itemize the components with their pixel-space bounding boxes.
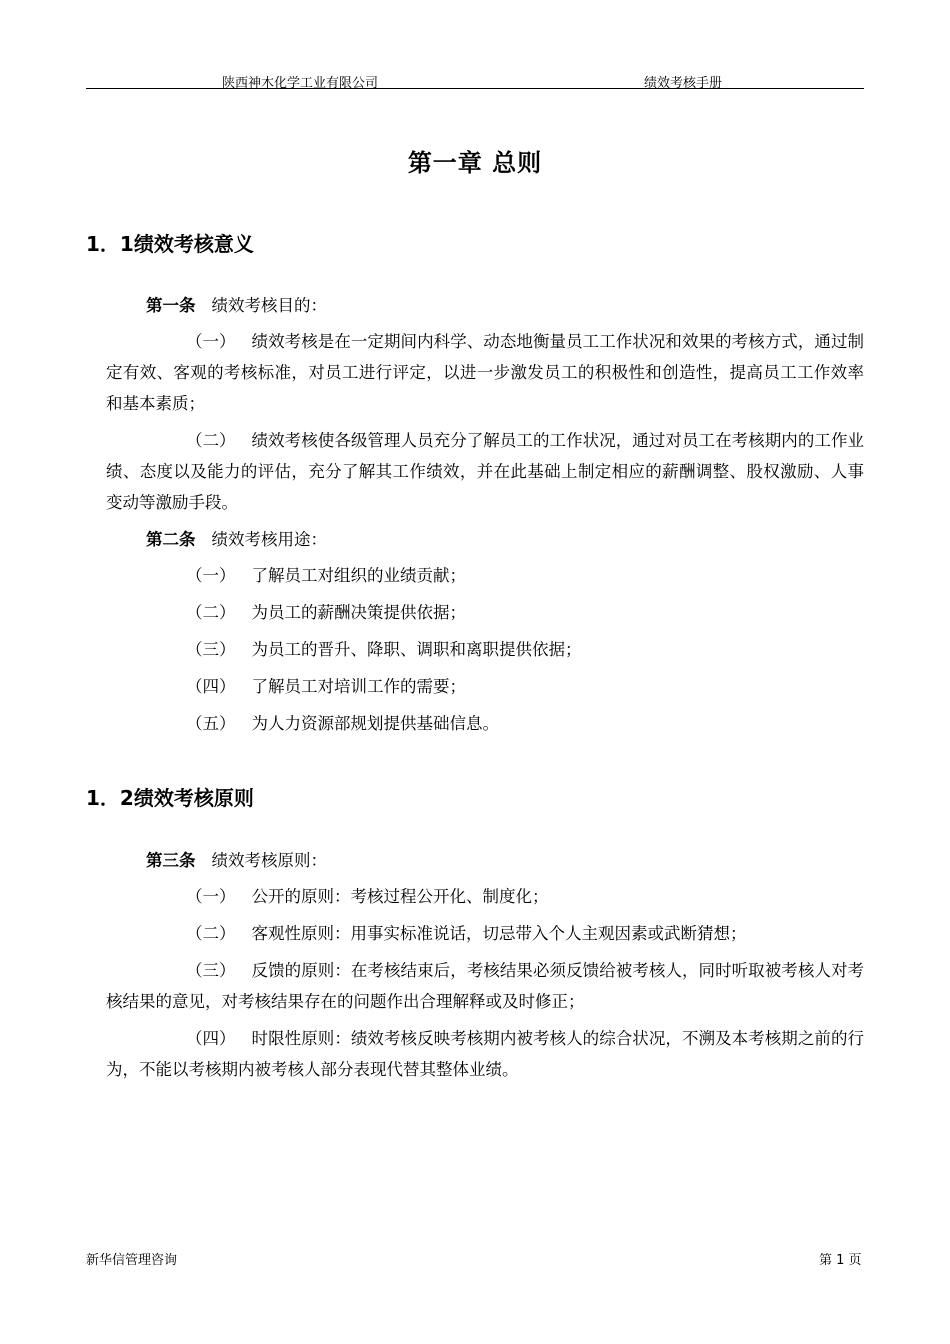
header-doc-title: 绩效考核手册: [644, 76, 723, 91]
article-label: 第一条: [146, 296, 196, 315]
list-item: [106, 425, 864, 518]
item-text: 绩效考核使各级管理人员充分了解员工的工作状况，通过对员工在考核期内的工作业绩、态度以及能力的评估，充分了解其工作绩效，并在此基础上制定相应的薪酬调整、股权激励、人事变动等激励手段。: [106, 431, 864, 512]
item-label: （一）: [186, 332, 236, 351]
item-text: 绩效考核是在一定期间内科学、动态地衡量员工工作状况和效果的考核方式，通过制定有效、客观的考核标准，对员工进行评定，以进一步激发员工的积极性和创造性，提高员工工作效率和基本素质；: [106, 332, 864, 413]
item-label: （四）: [186, 1029, 236, 1048]
item-label: （四）: [186, 677, 236, 696]
item-text: 为人力资源部规划提供基础信息。: [251, 714, 499, 733]
article-title: 绩效考核用途：: [211, 530, 327, 549]
list-item: [106, 955, 864, 1017]
section-1-2-body: [106, 845, 864, 1091]
item-label: （一）: [186, 887, 236, 906]
item-text: 为员工的晋升、降职、调职和离职提供依据；: [251, 640, 582, 659]
article-title: 绩效考核目的：: [211, 296, 327, 315]
section-1-1-body: [106, 290, 864, 745]
article-2-heading: [106, 524, 864, 555]
list-item: [106, 326, 864, 419]
article-label: 第二条: [146, 530, 196, 549]
footer-page-number: 第 1 页: [819, 1253, 862, 1268]
list-item: [106, 1023, 864, 1085]
section-title-1-2: 1．2绩效考核原则: [86, 786, 254, 810]
item-text: 客观性原则：用事实标准说话，切忌带入个人主观因素或武断猜想；: [251, 924, 747, 943]
item-text: 反馈的原则：在考核结束后，考核结果必须反馈给被考核人，同时听取被考核人对考核结果的意见，对考核结果存在的问题作出合理解释或及时修正；: [106, 961, 864, 1011]
article-label: 第三条: [146, 851, 196, 870]
item-label: （二）: [186, 924, 236, 943]
item-text: 公开的原则：考核过程公开化、制度化；: [251, 887, 549, 906]
list-item: [106, 597, 864, 628]
section-title-1-1: 1．1绩效考核意义: [86, 232, 254, 256]
item-label: （三）: [186, 640, 236, 659]
item-text: 了解员工对培训工作的需要；: [251, 677, 466, 696]
list-item: [106, 918, 864, 949]
article-title: 绩效考核原则：: [211, 851, 327, 870]
item-text: 时限性原则：绩效考核反映考核期内被考核人的综合状况，不溯及本考核期之前的行为，不能以考核期内被考核人部分表现代替其整体业绩。: [106, 1029, 864, 1079]
item-text: 为员工的薪酬决策提供依据；: [251, 603, 466, 622]
header-divider: [86, 88, 864, 89]
item-label: （三）: [186, 961, 236, 980]
list-item: [106, 671, 864, 702]
article-1-heading: [106, 290, 864, 321]
item-label: （二）: [186, 603, 236, 622]
article-3-heading: [106, 845, 864, 876]
list-item: [106, 634, 864, 665]
list-item: [106, 560, 864, 591]
item-label: （五）: [186, 714, 236, 733]
list-item: [106, 708, 864, 739]
item-label: （一）: [186, 566, 236, 585]
item-text: 了解员工对组织的业绩贡献；: [251, 566, 466, 585]
chapter-title: 第一章 总则: [407, 148, 543, 177]
footer-publisher: 新华信管理咨询: [86, 1253, 178, 1268]
item-label: （二）: [186, 431, 236, 450]
list-item: [106, 881, 864, 912]
header-company: 陕西神木化学工业有限公司: [222, 76, 379, 91]
